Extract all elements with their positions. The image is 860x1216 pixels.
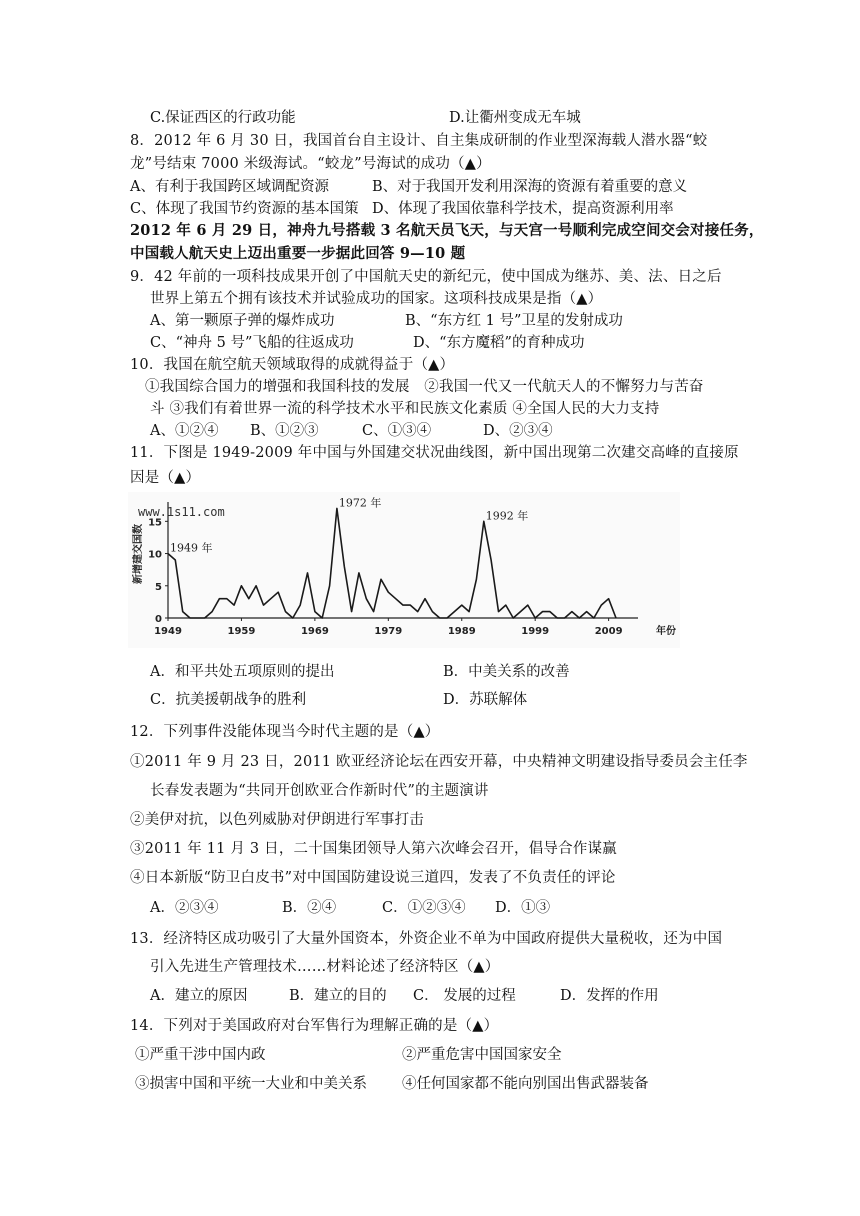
q12-option-b: B．②④ bbox=[282, 900, 337, 916]
q11-stem-line2: 因是（▲） bbox=[130, 470, 201, 486]
q11-stem-line1: 11．下图是 1949-2009 年中国与外国建交状况曲线图，新中国出现第二次建交高峰的直接原 bbox=[130, 445, 739, 461]
chart-y-axis-label: 新增建交国数 bbox=[133, 524, 144, 584]
q11-option-d: D．苏联解体 bbox=[443, 692, 528, 708]
q8-option-b: B、对于我国开发利用深海的资源有着重要的意义 bbox=[372, 179, 688, 195]
q12-item1-line2: 长春发表题为“共同开创欧亚合作新时代”的主题演讲 bbox=[150, 783, 489, 799]
q14-item2: ②严重危害中国国家安全 bbox=[402, 1047, 562, 1063]
chart-svg bbox=[128, 492, 680, 648]
q10-option-b: B、①②③ bbox=[250, 423, 319, 439]
chart-annotation: 1992 年 bbox=[485, 509, 529, 523]
q10-option-c: C、①③④ bbox=[362, 423, 432, 439]
q13-option-b: B．建立的目的 bbox=[289, 988, 387, 1004]
q12-option-c: C．①②③④ bbox=[382, 900, 466, 916]
q13-option-d: D．发挥的作用 bbox=[560, 988, 659, 1004]
q9-stem-line2: 世界上第五个拥有该技术并试验成功的国家。这项科技成果是指（▲） bbox=[150, 291, 603, 307]
q12-item4: ④日本新版“防卫白皮书”对中国国防建设说三道四，发表了不负责任的评论 bbox=[130, 870, 616, 886]
chart-watermark: www.1s11.com bbox=[138, 505, 225, 519]
q11-option-b: B．中美关系的改善 bbox=[443, 664, 570, 680]
q12-option-a: A．②③④ bbox=[150, 900, 219, 916]
q10-option-a: A、①②④ bbox=[150, 423, 219, 439]
q8-option-a: A、有利于我国跨区域调配资源 bbox=[130, 179, 329, 195]
q13-stem-line2: 引入先进生产管理技术……材料论述了经济特区（▲） bbox=[150, 959, 500, 975]
q12-item3: ③2011 年 11 月 3 日，二十国集团领导人第六次峰会召开，倡导合作谋赢 bbox=[130, 841, 617, 857]
chart-x-tick-label: 2009 bbox=[594, 626, 623, 637]
material-line2: 中国载人航天史上迈出重要一步据此回答 9—10 题 bbox=[130, 245, 466, 262]
q9-stem-line1: 9．42 年前的一项科技成果开创了中国航天史的新纪元，使中国成为继苏、美、法、日之后 bbox=[130, 269, 722, 285]
diplomatic-relations-chart bbox=[128, 492, 680, 648]
q14-stem: 14．下列对于美国政府对台军售行为理解正确的是（▲） bbox=[130, 1018, 499, 1034]
chart-y-tick-label: 5 bbox=[155, 581, 162, 593]
q8-option-c: C、体现了我国节约资源的基本国策 bbox=[130, 201, 359, 217]
chart-x-tick-label: 1969 bbox=[300, 626, 329, 637]
q9-option-d: D、“东方魔稻”的育种成功 bbox=[413, 335, 585, 351]
q12-stem: 12．下列事件没能体现当今时代主题的是（▲） bbox=[130, 724, 440, 740]
q12-item2: ②美伊对抗，以色列威胁对伊朗进行军事打击 bbox=[130, 812, 424, 828]
chart-x-tick-label: 1949 bbox=[154, 626, 182, 637]
chart-annotation: 1949 年 bbox=[170, 541, 213, 555]
q7-option-d: D.让衢州变成无车城 bbox=[449, 110, 581, 126]
q12-item1-line1: ①2011 年 9 月 23 日，2011 欧亚经济论坛在西安开幕，中央精神文明建设指导委员会主任李 bbox=[130, 754, 748, 770]
q14-item3: ③损害中国和平统一大业和中美关系 bbox=[135, 1076, 367, 1092]
material-line1: 2012 年 6 月 29 日，神舟九号搭载 3 名航天员飞天，与天宫一号顺利完成空间交会对接任务， bbox=[130, 222, 764, 239]
q10-option-d: D、②③④ bbox=[483, 423, 553, 439]
q7-option-c: C.保证西区的行政功能 bbox=[150, 110, 296, 126]
chart-series-line bbox=[168, 508, 616, 618]
chart-x-tick-label: 1959 bbox=[227, 626, 256, 637]
chart-x-tick-label: 1999 bbox=[521, 626, 550, 637]
q14-item1: ①严重干涉中国内政 bbox=[135, 1047, 266, 1063]
q9-option-a: A、第一颗原子弹的爆炸成功 bbox=[150, 313, 335, 329]
chart-y-tick-label: 10 bbox=[148, 549, 162, 561]
q13-stem-line1: 13．经济特区成功吸引了大量外国资本，外资企业不单为中国政府提供大量税收，还为中国 bbox=[130, 931, 723, 947]
chart-x-axis-label: 年份 bbox=[656, 626, 676, 637]
q8-stem-line2: 龙”号结束 7000 米级海试。“蛟龙”号海试的成功（▲） bbox=[130, 156, 491, 172]
q10-stem: 10．我国在航空航天领域取得的成就得益于（▲） bbox=[130, 357, 455, 373]
chart-y-tick-label: 15 bbox=[148, 517, 162, 529]
q13-option-a: A．建立的原因 bbox=[150, 988, 248, 1004]
chart-annotation: 1972 年 bbox=[338, 496, 382, 510]
q8-option-d: D、体现了我国依靠科学技术，提高资源利用率 bbox=[372, 201, 674, 217]
q10-items-line1: ①我国综合国力的增强和我国科技的发展 ②我国一代又一代航天人的不懈努力与苦奋 bbox=[145, 379, 704, 395]
q13-option-c: C． 发展的过程 bbox=[413, 988, 516, 1004]
q14-item4: ④任何国家都不能向别国出售武器装备 bbox=[402, 1076, 649, 1092]
q9-option-b: B、“东方红 1 号”卫星的发射成功 bbox=[405, 313, 623, 329]
q8-stem-line1: 8．2012 年 6 月 30 日，我国首台自主设计、自主集成研制的作业型深海载人潜水器“蛟 bbox=[130, 133, 708, 149]
q10-items-line2: 斗 ③我们有着世界一流的科学技术水平和民族文化素质 ④全国人民的大力支持 bbox=[150, 401, 660, 417]
chart-x-tick-label: 1979 bbox=[374, 626, 403, 637]
q9-option-c: C、“神舟 5 号”飞船的往返成功 bbox=[150, 335, 354, 351]
q11-option-a: A．和平共处五项原则的提出 bbox=[150, 664, 335, 680]
chart-x-tick-label: 1989 bbox=[447, 626, 476, 637]
chart-y-tick-label: 0 bbox=[155, 614, 162, 625]
q11-option-c: C．抗美援朝战争的胜利 bbox=[150, 692, 307, 708]
q12-option-d: D．①③ bbox=[495, 900, 551, 916]
